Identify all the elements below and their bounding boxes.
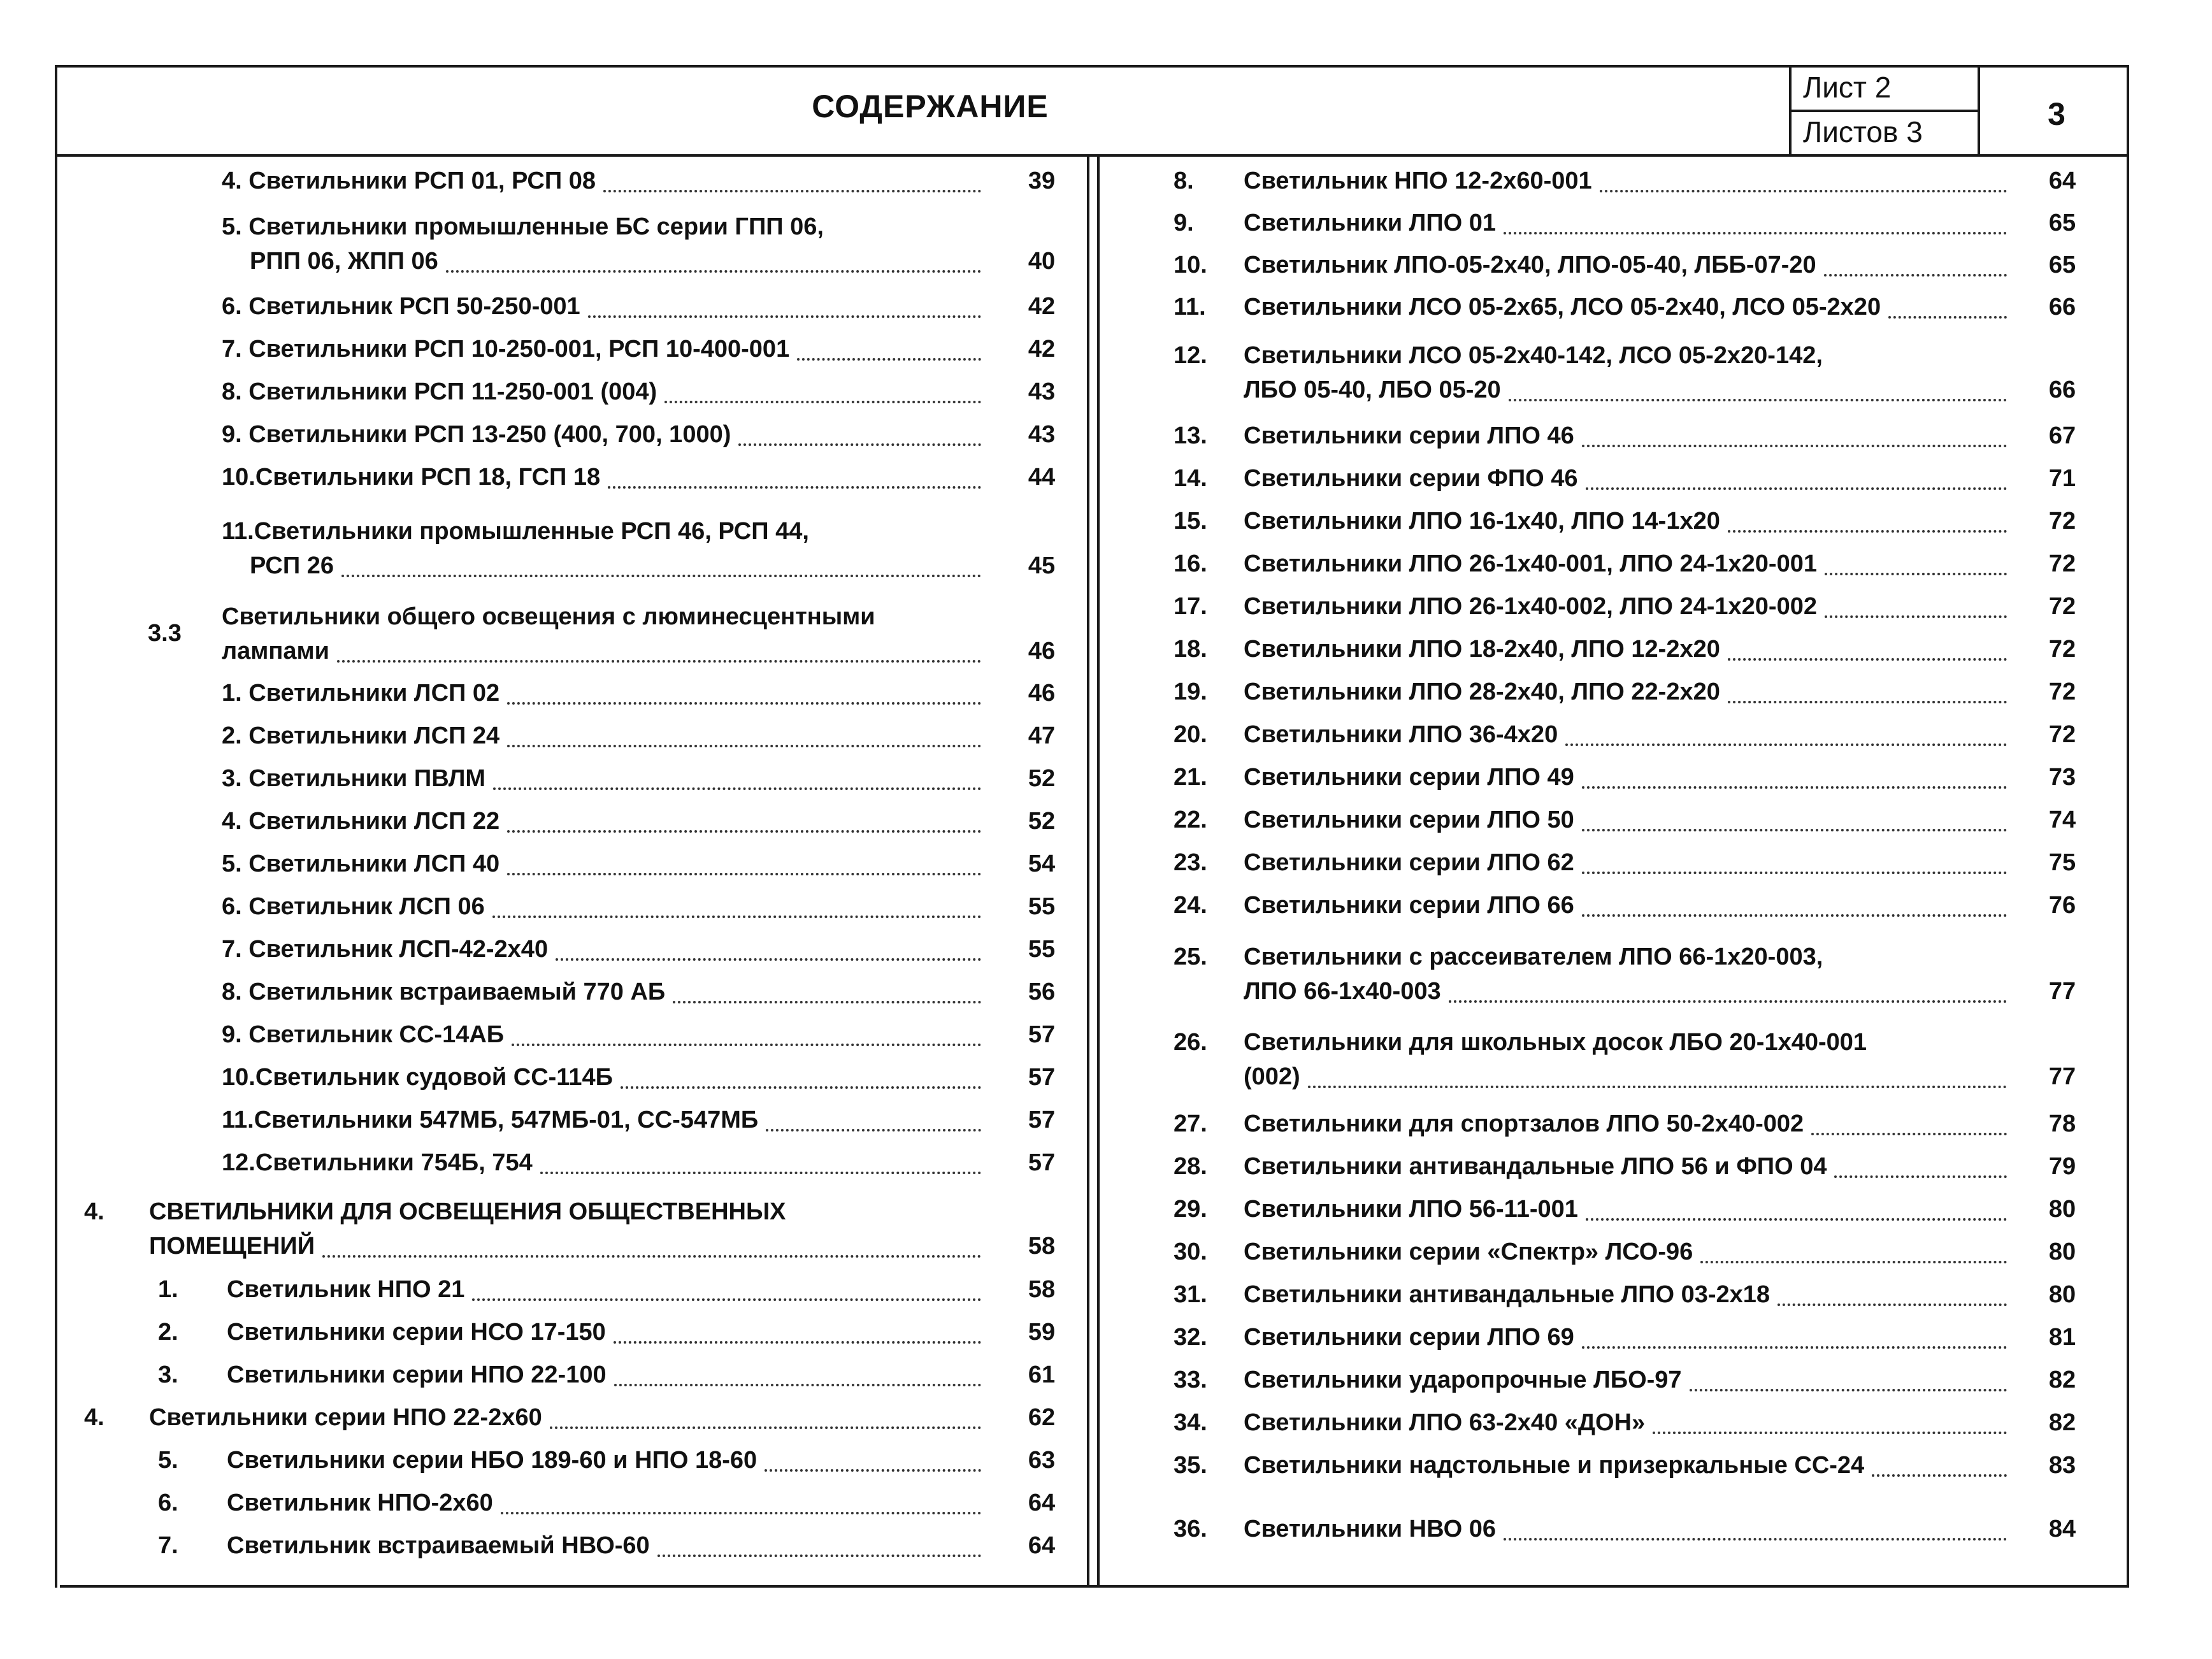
leader-dots (1586, 487, 2007, 490)
entry-title: 7. Светильник ЛСП-42-2х40 (222, 936, 549, 963)
entry-title: Светильники серии ЛПО 49 (1244, 764, 1574, 791)
entry-number: 17. (1174, 593, 1207, 620)
leader-dots (1825, 573, 2007, 575)
leader-dots (1872, 1474, 2007, 1477)
entry-title: Светильники НВО 06 (1244, 1516, 1496, 1542)
entry-title: 6. Светильник ЛСП 06 (222, 893, 485, 920)
page-ref: 76 (2048, 892, 2076, 919)
leader-dots (1582, 445, 2007, 447)
entry-title: Светильник НПО 21 (227, 1276, 465, 1303)
entry-number: 36. (1174, 1516, 1207, 1542)
entry-title-continued: РСП 26 (250, 552, 334, 579)
entry-title: 9. Светильники РСП 13-250 (400, 700, 1000) (222, 421, 731, 448)
page-ref: 45 (1028, 552, 1056, 579)
entry-title: Светильники ЛСО 05-2х40-142, ЛСО 05-2х20-142, (1244, 342, 1823, 369)
entry-number: 5. (158, 1447, 178, 1474)
entry-number: 25. (1174, 944, 1207, 970)
page-ref: 79 (2048, 1153, 2076, 1180)
entry-number: 31. (1174, 1281, 1207, 1308)
page-ref: 72 (2048, 550, 2076, 577)
leader-dots (1888, 316, 2007, 319)
leader-dots (1728, 530, 2007, 533)
page-ref: 43 (1028, 378, 1056, 405)
entry-title: 1. Светильники ЛСП 02 (222, 680, 500, 707)
page-ref: 72 (2048, 636, 2076, 663)
page-ref: 58 (1028, 1276, 1056, 1303)
leader-dots (1690, 1389, 2007, 1391)
leader-dots (1728, 658, 2007, 661)
page-ref: 77 (2048, 1063, 2076, 1090)
page-ref: 64 (1028, 1490, 1056, 1516)
page-ref: 81 (2048, 1324, 2076, 1351)
entry-title: Светильники серии ФПО 46 (1244, 465, 1578, 492)
entry-title: 8. Светильник встраиваемый 770 АБ (222, 979, 666, 1005)
entry-title: Светильники серии НПО 22-2х60 (149, 1404, 542, 1431)
entry-number: 21. (1174, 764, 1207, 791)
entry-title: Светильники ЛСО 05-2х65, ЛСО 05-2х40, ЛСО 05-2х20 (1244, 294, 1881, 320)
entry-title: Светильники серии ЛПО 46 (1244, 422, 1574, 449)
entry-title: Светильники ЛПО 36-4х20 (1244, 721, 1558, 748)
page-ref: 61 (1028, 1361, 1056, 1388)
page-ref: 84 (2048, 1516, 2076, 1542)
leader-dots (1509, 399, 2007, 401)
page-ref: 72 (2048, 508, 2076, 535)
entry-number: 33. (1174, 1367, 1207, 1393)
entry-title: 12.Светильники 754Б, 754 (222, 1149, 533, 1176)
entry-title: Светильники антивандальные ЛПО 56 и ФПО 04 (1244, 1153, 1827, 1180)
entry-title: Светильники ударопрочные ЛБО-97 (1244, 1367, 1682, 1393)
entry-number: 15. (1174, 508, 1207, 535)
entry-number: 14. (1174, 465, 1207, 492)
page-ref: 46 (1028, 638, 1056, 664)
page-ref: 77 (2048, 978, 2076, 1005)
leader-dots (1586, 1218, 2007, 1221)
page-ref: 71 (2048, 465, 2076, 492)
page-ref: 63 (1028, 1447, 1056, 1474)
entry-title-continued: (002) (1244, 1063, 1300, 1090)
leader-dots (1600, 190, 2007, 192)
page-ref: 59 (1028, 1319, 1056, 1346)
entry-number: 12. (1174, 342, 1207, 369)
entry-number: 20. (1174, 721, 1207, 748)
page-ref: 57 (1028, 1064, 1056, 1091)
entry-number: 28. (1174, 1153, 1207, 1180)
entry-title: 4. Светильники РСП 01, РСП 08 (222, 168, 596, 194)
page-ref: 52 (1028, 808, 1056, 835)
page-ref: 57 (1028, 1021, 1056, 1048)
page-ref: 72 (2048, 593, 2076, 620)
entry-number: 26. (1174, 1029, 1207, 1056)
page-ref: 39 (1028, 168, 1056, 194)
page-ref: 57 (1028, 1107, 1056, 1133)
leader-dots (1582, 872, 2007, 874)
entry-number: 13. (1174, 422, 1207, 449)
entry-number: 23. (1174, 849, 1207, 876)
entry-title: Светильники серии ЛПО 50 (1244, 807, 1574, 833)
entry-title: Светильники ЛПО 63-2х40 «ДОН» (1244, 1409, 1646, 1436)
page-ref: 56 (1028, 979, 1056, 1005)
entry-number: 3. (158, 1361, 178, 1388)
entry-title: Светильники ЛПО 18-2х40, ЛПО 12-2х20 (1244, 636, 1720, 663)
sheets-count-label: Листов 3 (1803, 115, 1923, 148)
page-ref: 62 (1028, 1404, 1056, 1431)
page-ref: 42 (1028, 336, 1056, 363)
page-ref: 80 (2048, 1196, 2076, 1223)
entry-title: 5. Светильники промышленные БС серии ГПП 06, (222, 213, 824, 240)
leader-dots (1582, 1346, 2007, 1349)
entry-number: 3.3 (148, 620, 182, 647)
leader-dots (1449, 1000, 2007, 1003)
entry-title: Светильники ЛПО 16-1х40, ЛПО 14-1х20 (1244, 508, 1720, 535)
page-title: СОДЕРЖАНИЕ (812, 89, 1049, 124)
leader-dots (1565, 743, 2007, 746)
entry-title: 9. Светильник СС-14АБ (222, 1021, 505, 1048)
entry-number: 1. (158, 1276, 178, 1303)
entry-title: 10.Светильники РСП 18, ГСП 18 (222, 464, 601, 491)
leader-dots (1834, 1175, 2007, 1178)
entry-title: 8. Светильники РСП 11-250-001 (004) (222, 378, 657, 405)
page-ref: 82 (2048, 1367, 2076, 1393)
leader-dots (1824, 274, 2007, 276)
entry-title-continued: ЛПО 66-1х40-003 (1244, 978, 1441, 1005)
page-ref: 80 (2048, 1239, 2076, 1265)
entry-number: 6. (158, 1490, 178, 1516)
entry-number: 7. (158, 1532, 178, 1559)
entry-title: 2. Светильники ЛСП 24 (222, 722, 500, 749)
page-ref: 73 (2048, 764, 2076, 791)
entry-title: Светильники ЛПО 26-1х40-002, ЛПО 24-1х20-002 (1244, 593, 1817, 620)
leader-dots (1308, 1086, 2007, 1088)
entry-title: Светильники для школьных досок ЛБО 20-1х40-001 (1244, 1029, 1867, 1056)
leader-dots (1811, 1133, 2007, 1135)
entry-title: 7. Светильники РСП 10-250-001, РСП 10-400-001 (222, 336, 790, 363)
entry-title-continued: РПП 06, ЖПП 06 (250, 248, 438, 275)
entry-title: Светильники с рассеивателем ЛПО 66-1х20-003, (1244, 944, 1823, 970)
entry-number: 9. (1174, 210, 1194, 236)
page-ref: 52 (1028, 765, 1056, 792)
entry-title: Светильники серии «Спектр» ЛСО-96 (1244, 1239, 1693, 1265)
entry-title: 11.Светильники 547МБ, 547МБ-01, СС-547МБ (222, 1107, 759, 1133)
entry-number: 24. (1174, 892, 1207, 919)
entry-title: Светильник ЛПО-05-2х40, ЛПО-05-40, ЛББ-07-20 (1244, 252, 1816, 278)
entry-number: 27. (1174, 1110, 1207, 1137)
entry-title: Светильники общего освещения с люминесцентными (222, 603, 875, 630)
entry-title: Светильники серии ЛПО 66 (1244, 892, 1574, 919)
entry-number: 10. (1174, 252, 1207, 278)
entry-title: Светильники серии НПО 22-100 (227, 1361, 607, 1388)
entry-number: 22. (1174, 807, 1207, 833)
leader-dots (1582, 829, 2007, 831)
entry-number: 29. (1174, 1196, 1207, 1223)
entry-title: Светильник встраиваемый НВО-60 (227, 1532, 650, 1559)
entry-number: 35. (1174, 1452, 1207, 1479)
page-ref: 46 (1028, 680, 1056, 707)
entry-number: 34. (1174, 1409, 1207, 1436)
entry-title: 10.Светильник судовой СС-114Б (222, 1064, 613, 1091)
page-ref: 58 (1028, 1233, 1056, 1260)
leader-dots (1582, 914, 2007, 917)
page-ref: 65 (2048, 252, 2076, 278)
entry-title: Светильники серии НБО 189-60 и НПО 18-60 (227, 1447, 758, 1474)
page-ref: 57 (1028, 1149, 1056, 1176)
entry-title: Светильники серии ЛПО 62 (1244, 849, 1574, 876)
entry-title: 3. Светильники ПВЛМ (222, 765, 486, 792)
entry-title: Светильники надстольные и призеркальные СС-24 (1244, 1452, 1865, 1479)
entry-number: 18. (1174, 636, 1207, 663)
entry-title: Светильники для спортзалов ЛПО 50-2х40-002 (1244, 1110, 1804, 1137)
entry-title: Светильники ЛПО 56-11-001 (1244, 1196, 1578, 1223)
page-ref: 72 (2048, 679, 2076, 705)
entry-title-continued: лампами (222, 638, 329, 664)
entry-title: Светильник НПО 12-2х60-001 (1244, 168, 1592, 194)
page-ref: 55 (1028, 936, 1056, 963)
entry-title: 6. Светильник РСП 50-250-001 (222, 293, 580, 320)
entry-number: 32. (1174, 1324, 1207, 1351)
entry-title: Светильники ЛПО 28-2х40, ЛПО 22-2х20 (1244, 679, 1720, 705)
entry-title: Светильник НПО-2х60 (227, 1490, 493, 1516)
page-ref: 40 (1028, 248, 1056, 275)
page-ref: 78 (2048, 1110, 2076, 1137)
page-ref: 55 (1028, 893, 1056, 920)
entry-number: 16. (1174, 550, 1207, 577)
page-ref: 42 (1028, 293, 1056, 320)
entry-title: 5. Светильники ЛСП 40 (222, 851, 500, 877)
leader-dots (1825, 615, 2007, 618)
entry-title: Светильники ЛПО 26-1х40-001, ЛПО 24-1х20-001 (1244, 550, 1817, 577)
page-ref: 66 (2048, 377, 2076, 403)
page-ref: 82 (2048, 1409, 2076, 1436)
page-ref: 80 (2048, 1281, 2076, 1308)
entry-title-continued: ЛБО 05-40, ЛБО 05-20 (1244, 377, 1501, 403)
entry-number: 19. (1174, 679, 1207, 705)
sheet-label: Лист 2 (1803, 71, 1892, 104)
entry-title: СВЕТИЛЬНИКИ ДЛЯ ОСВЕЩЕНИЯ ОБЩЕСТВЕННЫХ (149, 1198, 786, 1225)
leader-dots (1700, 1261, 2007, 1263)
page-ref: 47 (1028, 722, 1056, 749)
leader-dots (1728, 701, 2007, 703)
page-ref: 65 (2048, 210, 2076, 236)
page-ref: 44 (1028, 464, 1056, 491)
entry-title: Светильники антивандальные ЛПО 03-2х18 (1244, 1281, 1770, 1308)
entry-number: 30. (1174, 1239, 1207, 1265)
entry-title: 11.Светильники промышленные РСП 46, РСП 44, (222, 518, 809, 545)
page-ref: 43 (1028, 421, 1056, 448)
entry-title: Светильники серии НСО 17-150 (227, 1319, 606, 1346)
entry-title-continued: ПОМЕЩЕНИЙ (149, 1233, 315, 1260)
entry-number: 11. (1174, 294, 1206, 320)
entry-number: 4. (84, 1404, 104, 1431)
entry-number: 4. (84, 1198, 104, 1225)
page-ref: 67 (2048, 422, 2076, 449)
page-ref: 83 (2048, 1452, 2076, 1479)
entry-title: 4. Светильники ЛСП 22 (222, 808, 500, 835)
entry-number: 8. (1174, 168, 1194, 194)
leader-dots (1504, 232, 2007, 234)
page-ref: 74 (2048, 807, 2076, 833)
leader-dots (1504, 1538, 2007, 1540)
leader-dots (1778, 1304, 2007, 1306)
page-ref: 66 (2048, 294, 2076, 320)
entry-title: Светильники ЛПО 01 (1244, 210, 1497, 236)
page-number: 3 (2048, 96, 2065, 132)
page-ref: 64 (1028, 1532, 1056, 1559)
entry-number: 2. (158, 1319, 178, 1346)
leader-dots (1653, 1432, 2007, 1434)
page-ref: 64 (2048, 168, 2076, 194)
page-ref: 75 (2048, 849, 2076, 876)
entry-title: Светильники серии ЛПО 69 (1244, 1324, 1574, 1351)
page-ref: 54 (1028, 851, 1056, 877)
leader-dots (1582, 786, 2007, 789)
page-ref: 72 (2048, 721, 2076, 748)
